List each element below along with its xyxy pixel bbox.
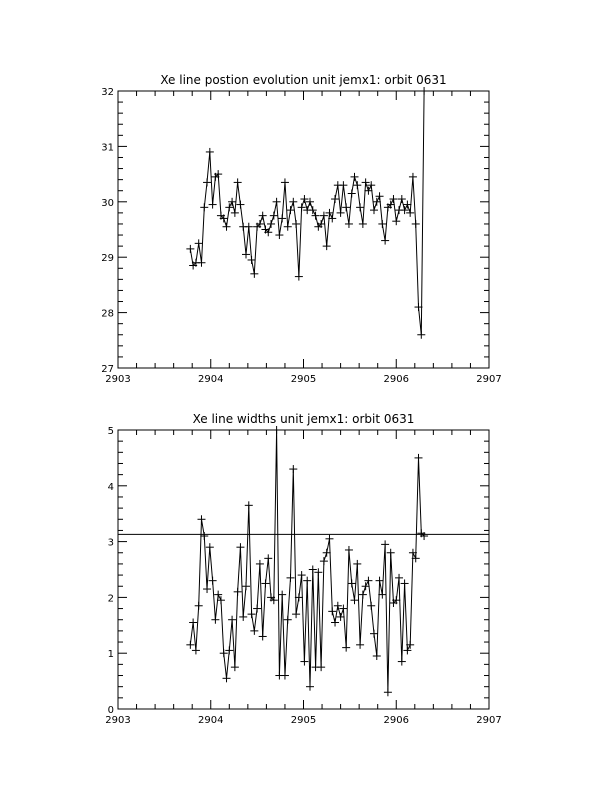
x-tick-label: 2904 — [198, 715, 224, 726]
data-point — [345, 546, 353, 554]
data-point — [273, 198, 281, 206]
data-point — [381, 237, 389, 245]
x-tick-label: 2905 — [290, 715, 317, 726]
data-point — [298, 571, 306, 579]
x-tick-label: 2907 — [476, 715, 502, 726]
data-point — [287, 574, 295, 582]
y-tick-label: 31 — [101, 142, 114, 154]
data-point — [353, 560, 361, 568]
data-point — [261, 579, 269, 587]
y-tick-label: 27 — [101, 364, 114, 375]
data-point — [267, 220, 275, 228]
data-point — [278, 591, 286, 599]
data-point — [264, 554, 272, 562]
data-point — [270, 212, 278, 220]
data-point — [234, 588, 242, 596]
data-point — [223, 223, 231, 231]
data-point — [401, 579, 409, 587]
data-point — [337, 209, 345, 217]
x-tick-label: 2903 — [105, 715, 131, 726]
data-point — [417, 331, 425, 339]
data-point — [381, 540, 389, 548]
data-point — [203, 178, 211, 186]
data-point — [387, 549, 395, 557]
data-point — [412, 220, 420, 228]
x-tick-label: 2907 — [476, 374, 502, 385]
data-point — [236, 201, 244, 209]
data-point — [259, 632, 267, 640]
data-point — [289, 198, 297, 206]
x-tick-label: 2906 — [383, 715, 409, 726]
data-point — [353, 181, 361, 189]
y-tick-label: 30 — [101, 197, 114, 209]
data-point — [284, 223, 292, 231]
data-point — [356, 641, 364, 649]
data-point — [206, 148, 214, 156]
y-tick-label: 2 — [107, 593, 114, 605]
data-point — [345, 220, 353, 228]
data-point — [281, 178, 289, 186]
data-point — [211, 616, 219, 624]
data-point — [328, 607, 336, 615]
data-point — [295, 273, 303, 281]
chart-title: Xe line postion evolution unit jemx1: orbit 0631 — [160, 73, 447, 87]
data-point — [392, 217, 400, 225]
data-point — [195, 602, 203, 610]
y-tick-label: 29 — [101, 253, 114, 265]
x-tick-label: 2904 — [198, 374, 224, 385]
data-point — [209, 201, 217, 209]
x-tick-label: 2905 — [290, 374, 317, 385]
data-point — [278, 214, 286, 222]
data-point — [245, 223, 253, 231]
plot-frame — [118, 430, 489, 709]
data-point — [292, 220, 300, 228]
data-point — [378, 220, 386, 228]
data-point — [284, 616, 292, 624]
data-point — [331, 619, 339, 627]
data-point — [253, 605, 261, 613]
data-point — [292, 610, 300, 618]
data-point — [200, 203, 208, 211]
data-point — [289, 465, 297, 473]
data-point — [231, 663, 239, 671]
line-widths-plot — [105, 412, 501, 726]
data-point — [281, 672, 289, 680]
y-tick-label: 32 — [101, 87, 114, 98]
data-point — [398, 195, 406, 203]
data-point — [376, 577, 384, 585]
data-point — [273, 426, 281, 434]
data-point — [331, 195, 339, 203]
data-point — [189, 619, 197, 627]
data-point — [250, 627, 258, 635]
data-point — [256, 560, 264, 568]
data-point — [342, 203, 350, 211]
data-point — [209, 577, 217, 585]
data-point — [370, 630, 378, 638]
data-point — [306, 683, 314, 691]
data-point — [223, 674, 231, 682]
data-point — [409, 173, 417, 181]
data-point — [197, 259, 205, 267]
data-point — [242, 250, 250, 258]
y-tick-label: 28 — [101, 308, 114, 320]
data-point — [359, 591, 367, 599]
data-point — [228, 616, 236, 624]
data-point — [186, 245, 194, 253]
data-point — [415, 454, 423, 462]
data-point — [339, 181, 347, 189]
data-point — [398, 658, 406, 666]
y-tick-label: 0 — [107, 705, 114, 716]
data-point — [342, 644, 350, 652]
data-point — [234, 178, 242, 186]
y-tick-label: 1 — [107, 649, 114, 661]
data-point — [317, 663, 325, 671]
data-point — [356, 203, 364, 211]
data-point — [186, 641, 194, 649]
y-tick-label: 3 — [107, 537, 114, 549]
data-point — [320, 557, 328, 565]
data-point — [373, 652, 381, 660]
data-point — [231, 209, 239, 217]
data-point — [420, 87, 428, 95]
chart-title: Xe line widths unit jemx1: orbit 0631 — [192, 412, 415, 426]
data-point — [325, 535, 333, 543]
data-point — [236, 543, 244, 551]
data-point — [245, 501, 253, 509]
data-point — [348, 189, 356, 197]
data-point — [248, 256, 256, 264]
plot-frame — [118, 91, 489, 368]
y-tick-label: 4 — [107, 481, 114, 493]
data-point — [300, 658, 308, 666]
data-point — [242, 582, 250, 590]
data-point — [287, 206, 295, 214]
data-point — [384, 688, 392, 696]
data-point — [367, 602, 375, 610]
data-point — [195, 239, 203, 247]
data-point — [370, 206, 378, 214]
data-point — [323, 242, 331, 250]
data-point — [303, 577, 311, 585]
data-point — [259, 212, 267, 220]
position-evolution-plot — [101, 73, 501, 385]
data-point — [239, 613, 247, 621]
data-point — [351, 173, 359, 181]
data-point — [395, 574, 403, 582]
x-tick-label: 2903 — [105, 374, 131, 385]
y-tick-label: 5 — [107, 426, 114, 437]
data-point — [206, 543, 214, 551]
data-point — [351, 596, 359, 604]
data-point — [359, 220, 367, 228]
data-point — [192, 646, 200, 654]
data-point — [197, 515, 205, 523]
x-tick-label: 2906 — [383, 374, 409, 385]
data-point — [248, 610, 256, 618]
data-point — [250, 270, 258, 278]
data-point — [348, 579, 356, 587]
data-point — [275, 231, 283, 239]
data-point — [203, 585, 211, 593]
